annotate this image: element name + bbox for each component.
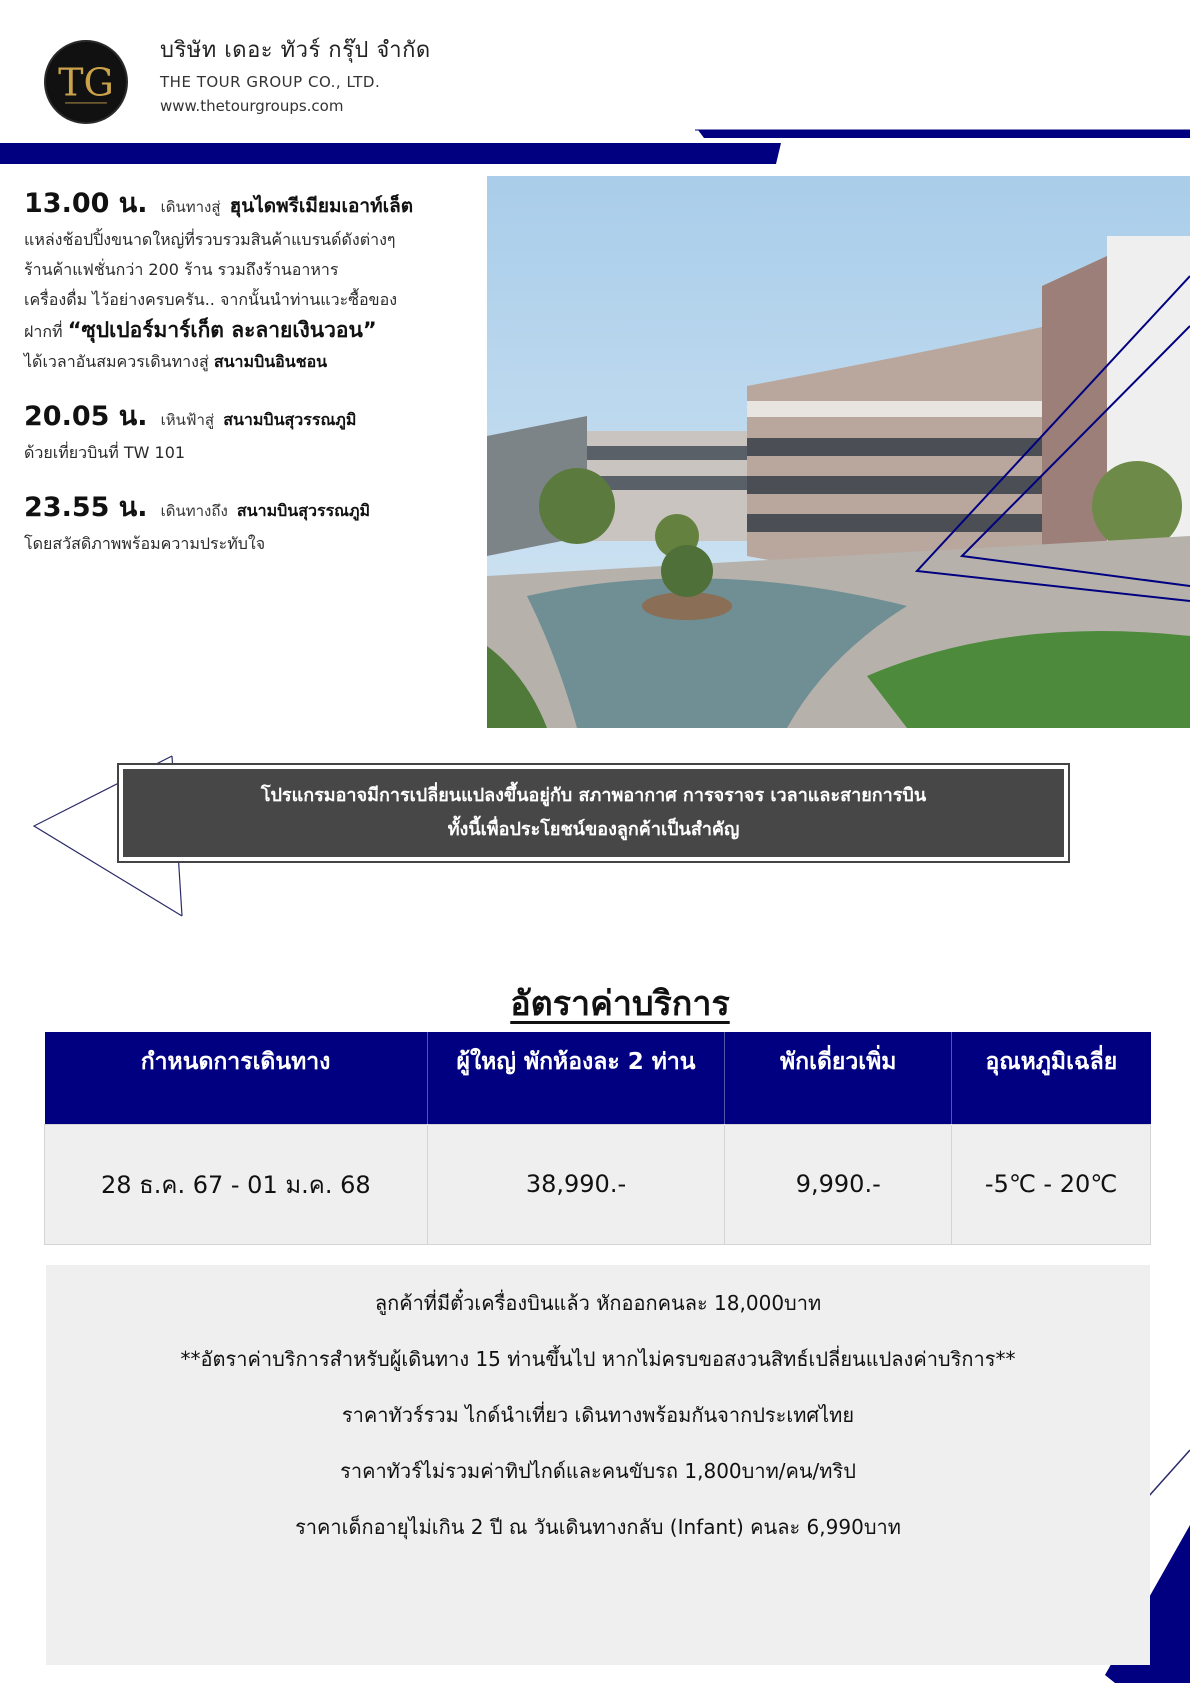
pricing-note: ราคาเด็กอายุไม่เกิน 2 ปี ณ วันเดินทางกลับ (Infant) คนละ 6,990บาท	[295, 1515, 901, 1539]
slot-time: 20.05 น.	[24, 401, 148, 432]
column-header: ผู้ใหญ่ พักห้องละ 2 ท่าน	[427, 1032, 725, 1124]
rate-table	[44, 1032, 1151, 1245]
rates-title: อัตราค่าบริการ	[510, 984, 730, 1024]
pricing-note: ลูกค้าที่มีตั๋วเครื่องบินแล้ว หักออกคนละ 18,000บาท	[374, 1291, 822, 1315]
pricing-note: **อัตราค่าบริการสำหรับผู้เดินทาง 15 ท่านขึ้นไป หากไม่ครบขอสงวนสิทธ์เปลี่ยนแปลงค่าบริการ**	[180, 1347, 1016, 1371]
supermarket-name: “ซุปเปอร์มาร์เก็ต ละลายเงินวอน”	[67, 318, 377, 342]
outlet-photo	[487, 176, 1190, 728]
slot-line-prefix: ได้เวลาอันสมควรเดินทางสู่	[24, 352, 209, 371]
column-header: พักเดี่ยวเพิ่ม	[725, 1032, 952, 1124]
column-header: อุณหภูมิเฉลี่ย	[952, 1032, 1151, 1124]
slot-verb: เหินฟ้าสู่	[160, 411, 215, 429]
company-website[interactable]: www.thetourgroups.com	[160, 97, 344, 115]
table-row	[45, 1124, 1151, 1244]
slot-place: สนามบินสุวรรณภูมิ	[223, 410, 357, 429]
adult-price-cell: 38,990.-	[427, 1124, 725, 1244]
notice-line: ทั้งนี้เพื่อประโยชน์ของลูกค้าเป็นสำคัญ	[447, 819, 740, 840]
slot-verb: เดินทางถึง	[160, 502, 228, 520]
temperature-cell: -5℃ - 20℃	[952, 1124, 1151, 1244]
notice-box	[117, 763, 1070, 863]
pricing-notes-box	[46, 1265, 1150, 1665]
pricing-note: ราคาทัวร์ไม่รวมค่าทิปไกด์และคนขับรถ 1,800บาท/คน/ทริป	[340, 1459, 856, 1483]
page-header	[0, 0, 1190, 170]
column-header: กำหนดการเดินทาง	[45, 1032, 428, 1124]
slot-place: สนามบินสุวรรณภูมิ	[236, 501, 371, 520]
slot-time: 13.00 น.	[24, 188, 148, 219]
slot-line: โดยสวัสดิภาพพร้อมความประทับใจ	[24, 534, 266, 553]
slot-line: แหล่งช้อปปิ้งขนาดใหญ่ที่รวบรวมสินค้าแบรนด์ดังต่างๆ	[24, 230, 396, 249]
itinerary-slot	[24, 399, 464, 468]
slot-line	[24, 347, 464, 377]
pricing-note: ราคาทัวร์รวม ไกด์นำเที่ยว เดินทางพร้อมกันจากประเทศไทย	[341, 1403, 855, 1427]
travel-date-cell: 28 ธ.ค. 67 - 01 ม.ค. 68	[45, 1124, 428, 1244]
itinerary-slot	[24, 186, 464, 377]
slot-place: ฮุนไดพรีเมียมเอาท์เล็ต	[229, 195, 414, 217]
slot-verb: เดินทางสู่	[160, 198, 221, 216]
slot-line	[24, 315, 464, 347]
logo-text: TG	[58, 60, 114, 105]
rate-table-header	[45, 1032, 1151, 1124]
tour-group-logo-icon	[44, 40, 128, 124]
notice-line: โปรแกรมอาจมีการเปลี่ยนแปลงขึ้นอยู่กับ สภาพอากาศ การจราจร เวลาและสายการบิน	[260, 785, 927, 806]
company-info	[160, 32, 431, 115]
company-name-english: THE TOUR GROUP CO., LTD.	[160, 73, 381, 91]
itinerary-slot	[24, 490, 464, 559]
company-name-thai: บริษัท เดอะ ทัวร์ กรุ๊ป จำกัด	[160, 38, 431, 63]
slot-line: เครื่องดื่ม ไว้อย่างครบครัน.. จากนั้นนำท่านแวะซื้อของ	[24, 290, 397, 309]
slot-time: 23.55 น.	[24, 492, 148, 523]
slot-line-prefix: ฝากที่	[24, 322, 63, 341]
itinerary-section	[24, 186, 464, 581]
slot-line: ร้านค้าแฟชั่นกว่า 200 ร้าน รวมถึงร้านอาหาร	[24, 260, 339, 279]
slot-line: ด้วยเที่ยวบินที่ TW 101	[24, 443, 186, 462]
airport-name: สนามบินอินชอน	[213, 352, 328, 371]
single-supplement-cell: 9,990.-	[725, 1124, 952, 1244]
